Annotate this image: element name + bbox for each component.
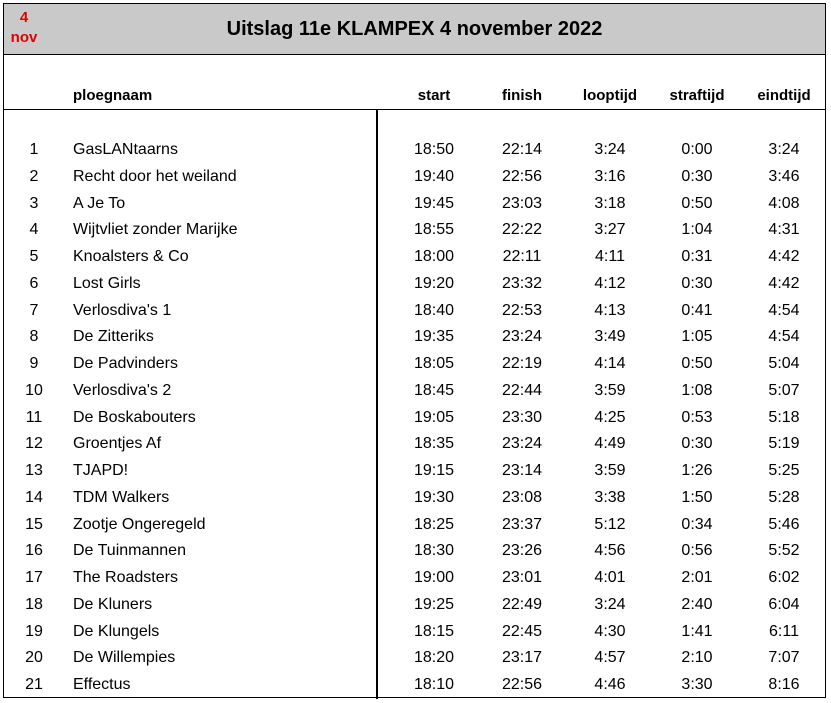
start-time-cell: 18:30 <box>413 542 455 560</box>
table-row <box>4 645 825 672</box>
title-bar <box>4 4 825 55</box>
finish-time-cell: 23:17 <box>501 649 543 667</box>
start-time-cell: 18:40 <box>413 301 455 319</box>
finish-time-cell: 23:30 <box>501 408 543 426</box>
finish-time-cell: 23:24 <box>501 328 543 346</box>
rank-cell: 12 <box>25 435 43 453</box>
finish-time-cell: 23:01 <box>501 569 543 586</box>
looptijd-cell: 5:12 <box>594 515 626 533</box>
finish-time-cell: 22:22 <box>501 221 543 239</box>
team-name-cell: De Zitteriks <box>73 328 154 346</box>
table-row <box>4 298 825 325</box>
straftijd-cell: 1:41 <box>681 622 713 640</box>
start-time-cell: 18:20 <box>413 649 455 667</box>
straftijd-cell: 1:04 <box>681 221 713 239</box>
straftijd-cell: 0:50 <box>681 194 713 212</box>
finish-time-cell: 22:49 <box>501 595 543 613</box>
page-title: Uitslag 11e KLAMPEX 4 november 2022 <box>226 18 603 40</box>
table-row <box>4 164 825 191</box>
table-row <box>4 137 825 164</box>
start-time-cell: 19:40 <box>413 167 455 185</box>
start-time-cell: 19:05 <box>413 408 455 426</box>
straftijd-cell: 1:26 <box>681 462 713 479</box>
rank-cell: 13 <box>25 462 43 479</box>
team-name-cell: TDM Walkers <box>73 488 170 506</box>
start-time-cell: 19:30 <box>413 488 455 506</box>
rank-cell: 11 <box>25 408 43 426</box>
eindtijd-cell: 4:42 <box>768 248 800 265</box>
column-header-row <box>4 55 825 110</box>
rank-cell: 20 <box>25 649 43 667</box>
looptijd-cell: 3:18 <box>594 194 626 212</box>
straftijd-cell: 0:00 <box>681 141 713 158</box>
rank-cell: 5 <box>29 248 39 265</box>
finish-time-cell: 22:45 <box>501 622 543 640</box>
rank-cell: 21 <box>25 676 43 693</box>
rank-cell: 9 <box>29 355 39 372</box>
finish-time-cell: 22:56 <box>501 676 543 693</box>
eindtijd-cell: 6:11 <box>769 622 799 640</box>
table-row <box>4 512 825 539</box>
finish-time-cell: 23:24 <box>501 435 543 453</box>
eindtijd-cell: 5:19 <box>768 435 800 453</box>
straftijd-cell: 1:08 <box>681 381 713 399</box>
team-name-cell: De Klungels <box>73 622 160 640</box>
straftijd-cell: 1:50 <box>681 488 713 506</box>
team-name-cell: Knoalsters & Co <box>73 248 189 265</box>
table-row <box>4 485 825 512</box>
rank-cell: 17 <box>25 569 43 586</box>
straftijd-cell: 2:01 <box>681 569 713 586</box>
eindtijd-cell: 5:46 <box>768 515 800 533</box>
looptijd-cell: 4:12 <box>594 274 626 292</box>
straftijd-cell: 2:10 <box>681 649 713 667</box>
looptijd-cell: 3:16 <box>594 167 626 185</box>
rank-cell: 6 <box>29 274 39 292</box>
start-time-cell: 19:20 <box>413 274 455 292</box>
looptijd-cell: 4:14 <box>594 355 626 372</box>
finish-time-cell: 22:11 <box>502 248 542 265</box>
start-time-cell: 19:35 <box>413 328 455 346</box>
table-row <box>4 565 825 592</box>
team-name-cell: De Boskabouters <box>73 408 196 426</box>
start-time-cell: 19:15 <box>413 462 455 479</box>
looptijd-cell: 4:57 <box>594 649 626 667</box>
results-table-body <box>4 137 825 699</box>
straftijd-cell: 0:41 <box>681 301 713 319</box>
table-row <box>4 217 825 244</box>
eindtijd-cell: 5:52 <box>768 542 800 560</box>
team-name-cell: Lost Girls <box>73 274 141 292</box>
rank-cell: 16 <box>25 542 43 560</box>
looptijd-cell: 4:46 <box>594 676 626 693</box>
column-header-looptijd: looptijd <box>582 87 638 104</box>
table-row <box>4 592 825 619</box>
team-name-cell: Zootje Ongeregeld <box>73 515 206 533</box>
finish-time-cell: 22:44 <box>501 381 543 399</box>
rank-cell: 14 <box>25 488 43 506</box>
eindtijd-cell: 5:18 <box>768 408 800 426</box>
date-month: nov <box>10 29 38 46</box>
rank-cell: 8 <box>29 328 39 346</box>
straftijd-cell: 0:31 <box>681 248 713 265</box>
looptijd-cell: 3:49 <box>594 328 626 346</box>
table-row <box>4 244 825 271</box>
looptijd-cell: 3:38 <box>594 488 626 506</box>
table-row <box>4 324 825 351</box>
team-name-cell: Verlosdiva's 2 <box>73 381 172 399</box>
table-row <box>4 538 825 565</box>
team-name-cell: Wijtvliet zonder Marijke <box>73 221 238 239</box>
start-time-cell: 18:55 <box>413 221 455 239</box>
team-name-cell: De Willempies <box>73 649 176 667</box>
looptijd-cell: 3:59 <box>594 462 626 479</box>
eindtijd-cell: 6:04 <box>768 595 800 613</box>
straftijd-cell: 1:05 <box>681 328 713 346</box>
rank-cell: 18 <box>25 595 43 613</box>
team-name-cell: GasLANtaarns <box>73 141 178 158</box>
table-row <box>4 191 825 218</box>
eindtijd-cell: 4:08 <box>768 194 800 212</box>
column-header-eindtijd: eindtijd <box>757 87 811 104</box>
table-row <box>4 351 825 378</box>
team-name-cell: Verlosdiva's 1 <box>73 301 172 319</box>
straftijd-cell: 0:50 <box>681 355 713 372</box>
start-time-cell: 19:00 <box>413 569 455 586</box>
looptijd-cell: 4:49 <box>594 435 626 453</box>
straftijd-cell: 0:56 <box>681 542 713 560</box>
table-row <box>4 672 825 699</box>
eindtijd-cell: 5:04 <box>768 355 800 372</box>
start-time-cell: 18:35 <box>413 435 455 453</box>
team-name-cell: Groentjes Af <box>73 435 162 453</box>
table-row <box>4 271 825 298</box>
rank-cell: 10 <box>25 381 43 399</box>
start-time-cell: 18:25 <box>413 515 455 533</box>
column-header-straftijd: straftijd <box>669 87 725 104</box>
looptijd-cell: 4:11 <box>595 248 625 265</box>
team-name-cell: Effectus <box>73 676 131 693</box>
looptijd-cell: 4:25 <box>594 408 626 426</box>
rank-cell: 1 <box>29 141 39 158</box>
straftijd-cell: 0:30 <box>681 435 713 453</box>
finish-time-cell: 23:37 <box>501 515 543 533</box>
start-time-cell: 18:05 <box>413 355 455 372</box>
looptijd-cell: 3:27 <box>594 221 626 239</box>
finish-time-cell: 23:32 <box>501 274 543 292</box>
team-name-cell: Recht door het weiland <box>73 167 237 185</box>
finish-time-cell: 22:19 <box>501 355 543 372</box>
finish-time-cell: 22:53 <box>501 301 543 319</box>
finish-time-cell: 23:08 <box>501 488 543 506</box>
looptijd-cell: 4:30 <box>594 622 626 640</box>
finish-time-cell: 23:14 <box>501 462 543 479</box>
finish-time-cell: 22:14 <box>501 141 543 158</box>
table-row <box>4 405 825 432</box>
eindtijd-cell: 5:25 <box>768 462 800 479</box>
column-header-team: ploegnaam <box>73 87 153 104</box>
eindtijd-cell: 4:54 <box>768 301 800 319</box>
eindtijd-cell: 4:54 <box>768 328 800 346</box>
looptijd-cell: 4:01 <box>594 569 626 586</box>
rank-cell: 4 <box>29 221 39 239</box>
eindtijd-cell: 5:28 <box>768 488 800 506</box>
column-header-finish: finish <box>502 87 542 104</box>
eindtijd-cell: 7:07 <box>768 649 800 667</box>
straftijd-cell: 2:40 <box>681 595 713 613</box>
straftijd-cell: 0:30 <box>681 274 713 292</box>
looptijd-cell: 3:24 <box>594 141 626 158</box>
looptijd-cell: 3:59 <box>594 381 626 399</box>
eindtijd-cell: 3:46 <box>768 167 800 185</box>
eindtijd-cell: 3:24 <box>768 141 800 158</box>
start-time-cell: 18:10 <box>413 676 455 693</box>
start-time-cell: 19:45 <box>413 194 455 212</box>
finish-time-cell: 23:26 <box>501 542 543 560</box>
table-row <box>4 458 825 485</box>
looptijd-cell: 4:56 <box>594 542 626 560</box>
eindtijd-cell: 6:02 <box>768 569 800 586</box>
finish-time-cell: 23:03 <box>501 194 543 212</box>
looptijd-cell: 4:13 <box>594 301 626 319</box>
table-row <box>4 619 825 646</box>
start-time-cell: 19:25 <box>413 595 455 613</box>
start-time-cell: 18:15 <box>413 622 455 640</box>
team-name-cell: TJAPD! <box>73 462 129 479</box>
eindtijd-cell: 5:07 <box>768 381 800 399</box>
team-name-cell: De Padvinders <box>73 355 178 372</box>
table-row <box>4 431 825 458</box>
start-time-cell: 18:00 <box>413 248 455 265</box>
rank-cell: 7 <box>29 301 39 319</box>
straftijd-cell: 0:30 <box>681 167 713 185</box>
straftijd-cell: 0:34 <box>681 515 713 533</box>
start-time-cell: 18:45 <box>413 381 455 399</box>
results-sheet <box>3 3 826 698</box>
eindtijd-cell: 4:42 <box>768 274 800 292</box>
rank-cell: 15 <box>25 515 43 533</box>
team-name-cell: The Roadsters <box>73 569 178 586</box>
straftijd-cell: 0:53 <box>681 408 713 426</box>
rank-cell: 19 <box>25 622 43 640</box>
rank-cell: 3 <box>29 194 39 212</box>
column-header-start: start <box>417 87 451 104</box>
team-name-cell: De Kluners <box>73 595 153 613</box>
rank-cell: 2 <box>29 167 39 185</box>
table-row <box>4 378 825 405</box>
team-name-cell: De Tuinmannen <box>73 542 186 560</box>
team-name-cell: A Je To <box>73 194 126 212</box>
start-time-cell: 18:50 <box>413 141 455 158</box>
eindtijd-cell: 4:31 <box>768 221 800 239</box>
looptijd-cell: 3:24 <box>594 595 626 613</box>
eindtijd-cell: 8:16 <box>768 676 800 693</box>
date-day: 4 <box>19 9 29 26</box>
straftijd-cell: 3:30 <box>681 676 713 693</box>
finish-time-cell: 22:56 <box>501 167 543 185</box>
